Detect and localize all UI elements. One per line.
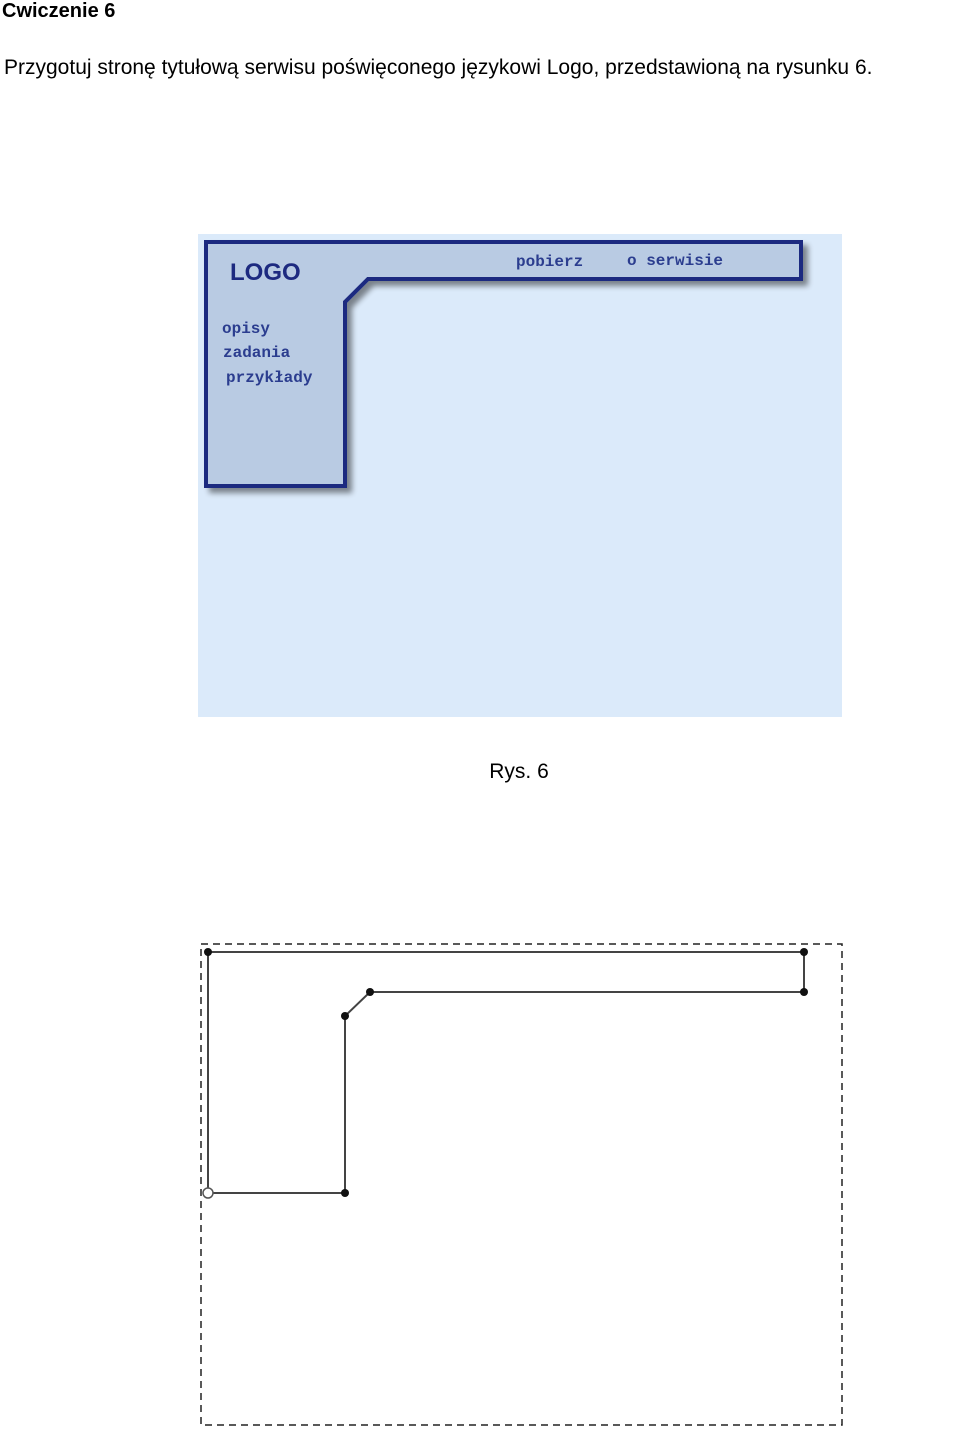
anchor-points: [204, 948, 808, 1197]
side-link-przyklady[interactable]: przykłady: [226, 369, 313, 387]
anchor-point[interactable]: [341, 1012, 349, 1020]
outline-path: [208, 952, 804, 1193]
anchor-point[interactable]: [800, 948, 808, 956]
anchor-point[interactable]: [366, 988, 374, 996]
side-link-opisy[interactable]: opisy: [222, 320, 271, 338]
outline-graphic: [198, 940, 846, 1427]
figure-caption: Rys. 6: [489, 760, 549, 783]
exercise-heading: Cwiczenie 6: [2, 0, 116, 22]
anchor-point[interactable]: [341, 1189, 349, 1197]
side-link-zadania[interactable]: zadania: [223, 344, 291, 362]
start-point[interactable]: [203, 1188, 213, 1198]
task-description: Przygotuj stronę tytułową serwisu poświęconego językowi Logo, przedstawioną na rysunku 6.: [4, 56, 873, 79]
anchor-point[interactable]: [800, 988, 808, 996]
nav-link-o-serwisie[interactable]: o serwisie: [627, 252, 724, 270]
figure-page-mockup: [198, 234, 842, 717]
anchor-point[interactable]: [204, 948, 212, 956]
logo-text: LOGO: [230, 259, 301, 286]
nav-link-pobierz[interactable]: pobierz: [516, 253, 584, 271]
selection-border: [201, 944, 842, 1425]
figure-outline-diagram: [198, 940, 846, 1427]
mockup-graphic: [198, 234, 842, 717]
